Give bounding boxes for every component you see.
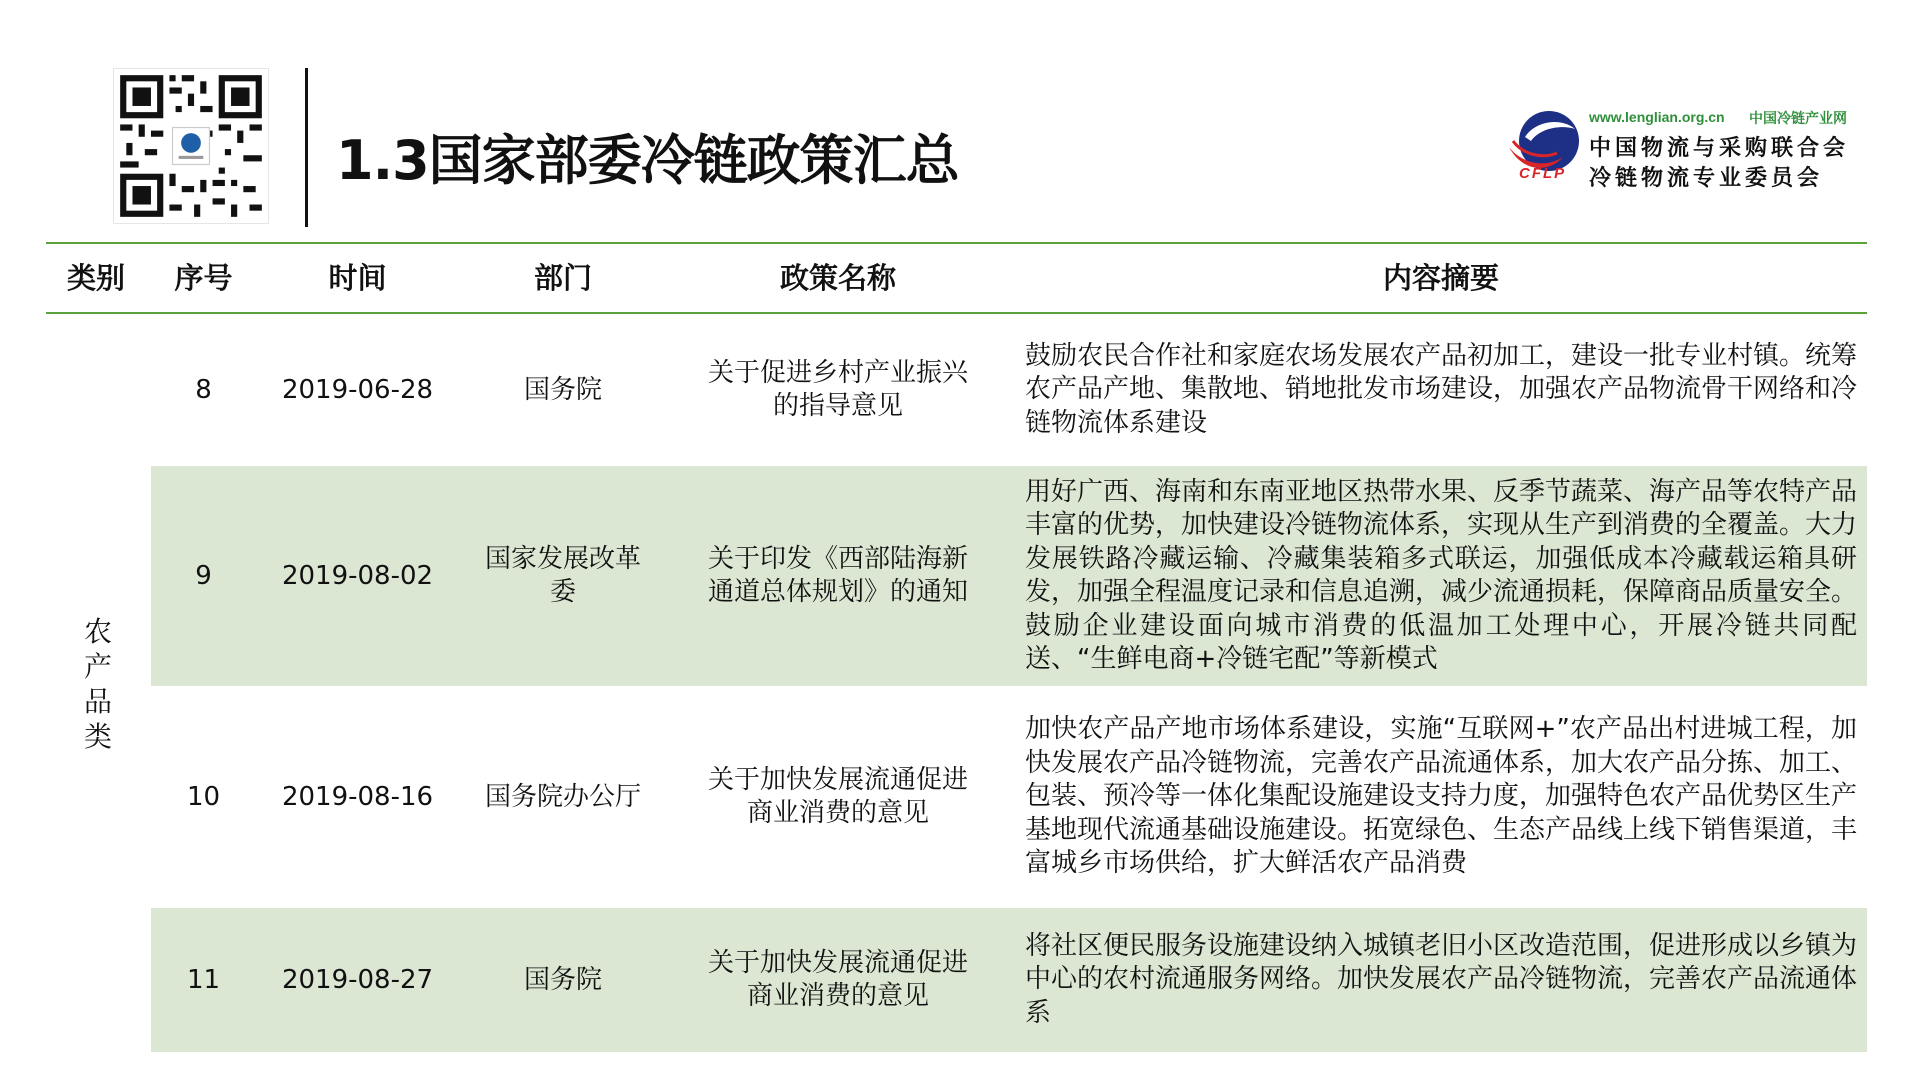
logo-abbr: CFLP [1519,165,1567,182]
row-date: 2019-08-27 [281,964,434,995]
table-header-rule [46,312,1867,314]
header-category: 类别 [66,261,125,295]
qr-code [113,68,269,224]
row-date: 2019-08-02 [281,560,434,591]
header-date: 时间 [328,261,387,295]
row-policy: 关于促进乡村产业振兴的指导意见 [707,358,968,421]
row-no: 10 [186,781,221,812]
row-policy: 关于印发《西部陆海新通道总体规划》的通知 [707,544,968,607]
logo-org-line1: 中国物流与采购联合会 [1589,136,1850,161]
page-title: 1.3国家部委冷链政策汇总 [336,129,959,192]
header-policy: 政策名称 [779,261,896,295]
row-summary: 将社区便民服务设施建设纳入城镇老旧小区改造范围，促进形成以乡镇为中心的农村流通服务网络。加快发展农产品冷链物流，完善农产品流通体系 [1025,930,1858,1028]
table-top-rule [46,242,1867,244]
logo-org-line2: 冷链物流专业委员会 [1589,166,1824,191]
row-department: 国务院 [523,964,602,995]
row-date: 2019-06-28 [281,374,434,405]
header-divider [305,68,308,227]
logo-url: www.lenglian.org.cn [1589,109,1725,125]
header-department: 部门 [533,261,592,295]
org-logo [1505,105,1885,197]
header-no: 序号 [174,261,233,295]
row-summary: 用好广西、海南和东南亚地区热带水果、反季节蔬菜、海产品等农特产品丰富的优势，加快建设冷链物流体系，实现从生产到消费的全覆盖。大力发展铁路冷藏运输、冷藏集装箱多式联运，加强低成本冷藏载运箱具研发，加强全程温度记录和信息追溯，减少流通损耗，保障商品质量安全。鼓励企业建设面向城市消费的低温加工处理中心，开展冷链共同配送、“生鲜电商+冷链宅配”等新模式 [1025,476,1858,674]
row-date: 2019-08-16 [281,781,434,812]
row-summary: 加快农产品产地市场体系建设，实施“互联网+”农产品出村进城工程，加快发展农产品冷链物流，完善农产品流通体系，加大农产品分拣、加工、包装、预冷等一体化集配设施建设支持力度，加强特色农产品优势区生产基地现代流通基础设施建设。拓宽绿色、生态产品线上线下销售渠道，丰富城乡市场供给，扩大鲜活农产品消费 [1025,714,1858,879]
row-no: 11 [186,964,221,995]
row-policy: 关于加快发展流通促进商业消费的意见 [707,948,968,1011]
category-label: 农产品类 [83,615,112,753]
row-summary: 鼓励农民合作社和家庭农场发展农产品初加工，建设一批专业村镇。统筹农产品产地、集散地、销地批发市场建设，加强农产品物流骨干网络和冷链物流体系建设 [1025,340,1858,438]
row-department: 国家发展改革委 [484,544,641,607]
header-summary: 内容摘要 [1382,261,1499,295]
row-no: 9 [195,560,212,591]
row-no: 8 [195,374,212,405]
row-policy: 关于加快发展流通促进商业消费的意见 [707,765,968,828]
qr-code-icon [114,69,268,223]
row-department: 国务院办公厅 [484,781,641,812]
row-department: 国务院 [523,374,602,405]
logo-site-name: 中国冷链产业网 [1749,111,1847,127]
